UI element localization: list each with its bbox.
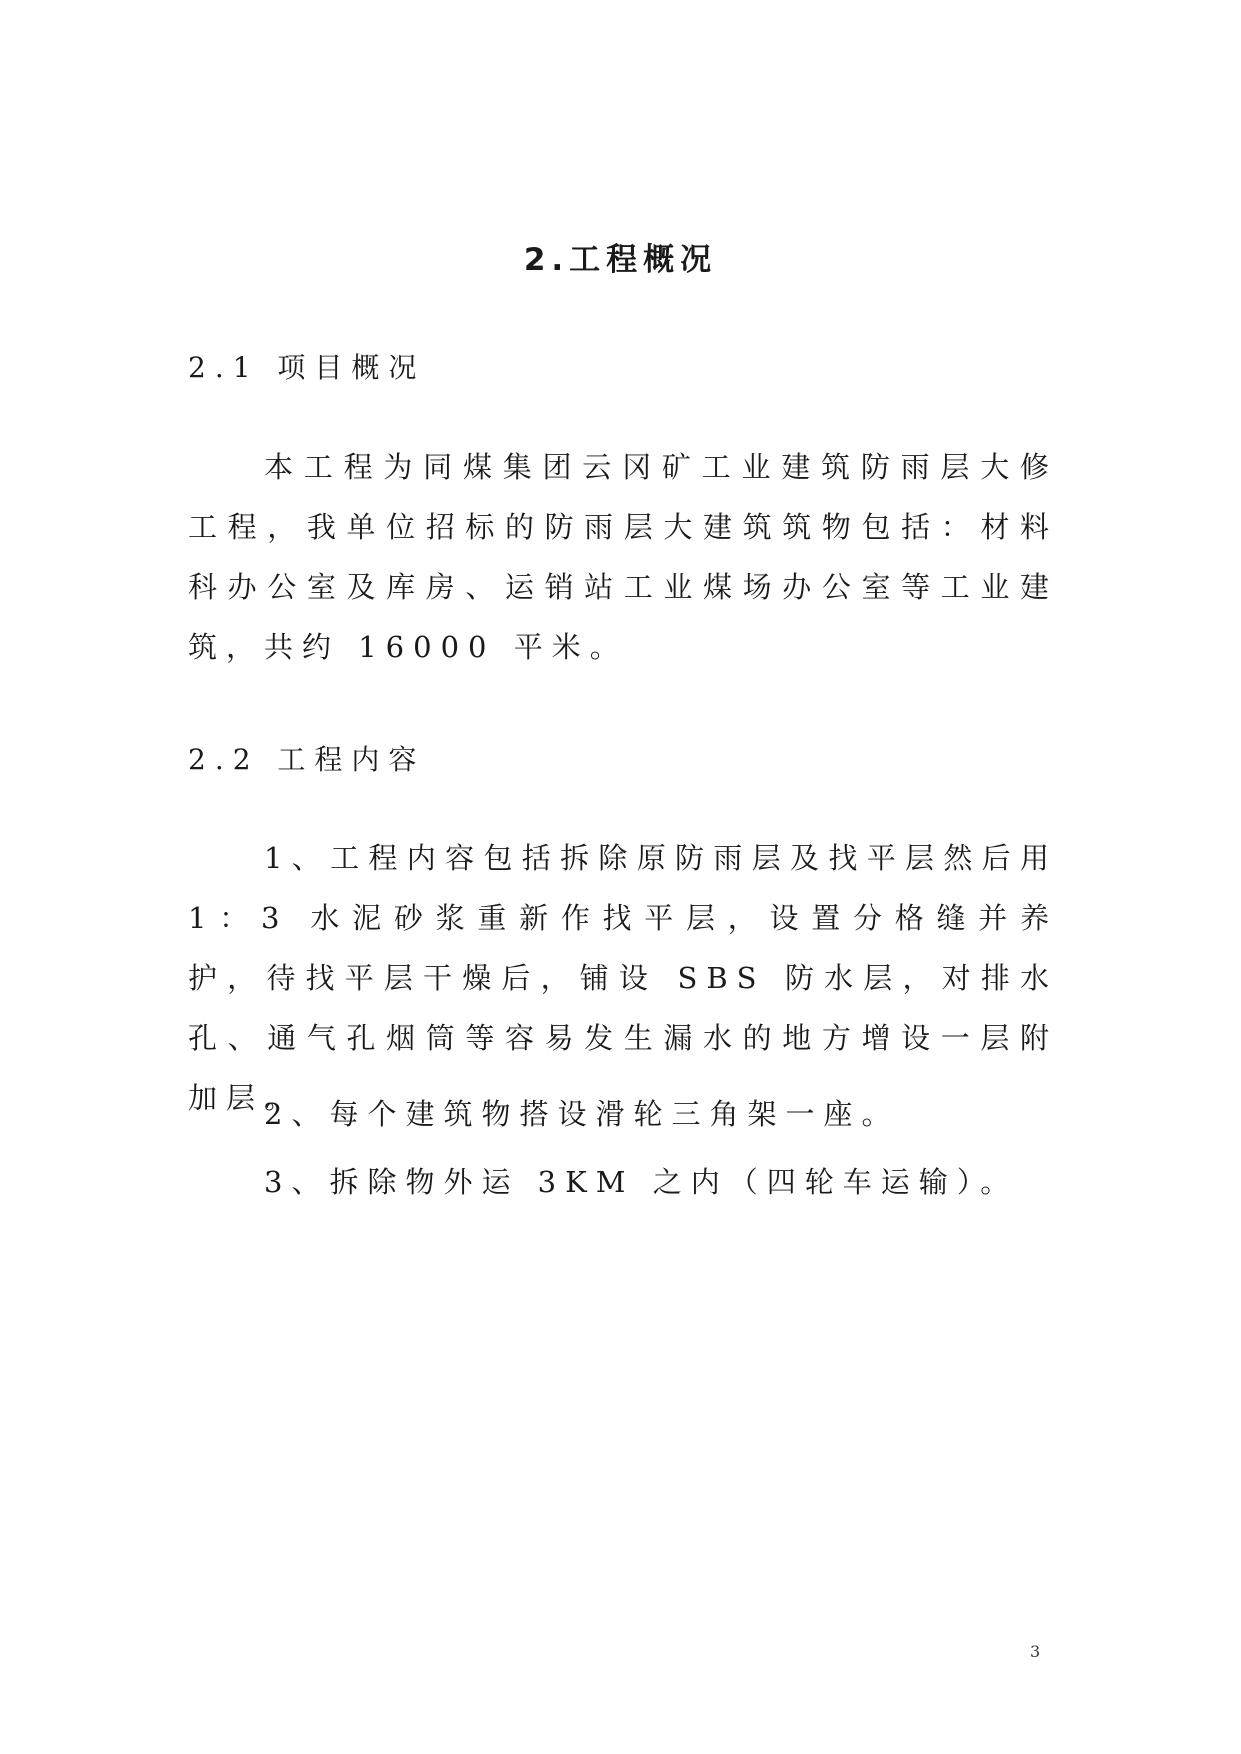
section-heading-work-content: 2.2 工程内容 (188, 743, 426, 776)
page-number: 3 (1030, 1642, 1041, 1661)
project-overview-paragraph: 本工程为同煤集团云冈矿工业建筑防雨层大修工程，我单位招标的防雨层大建筑筑物包括：材料科办公室及库房、运销站工业煤场办公室等工业建筑，共约 16000 平米。 (188, 450, 1058, 664)
page-title: 2.工程概况 (523, 242, 718, 278)
work-content-item-3: 3、拆除物外运 3KM 之内（四轮车运输）。 (264, 1165, 1019, 1199)
section-heading-project-overview: 2.1 项目概况 (188, 351, 426, 384)
work-content-item-1: 1、工程内容包括拆除原防雨层及找平层然后用 1：3 水泥砂浆重新作找平层，设置分格缝并养护，待找平层干燥后，铺设 SBS 防水层，对排水孔、通气孔烟筒等容易发生漏水的地方增设一层附加层。 (188, 841, 1058, 1115)
work-content-item-2: 2、每个建筑物搭设滑轮三角架一座。 (264, 1097, 900, 1131)
